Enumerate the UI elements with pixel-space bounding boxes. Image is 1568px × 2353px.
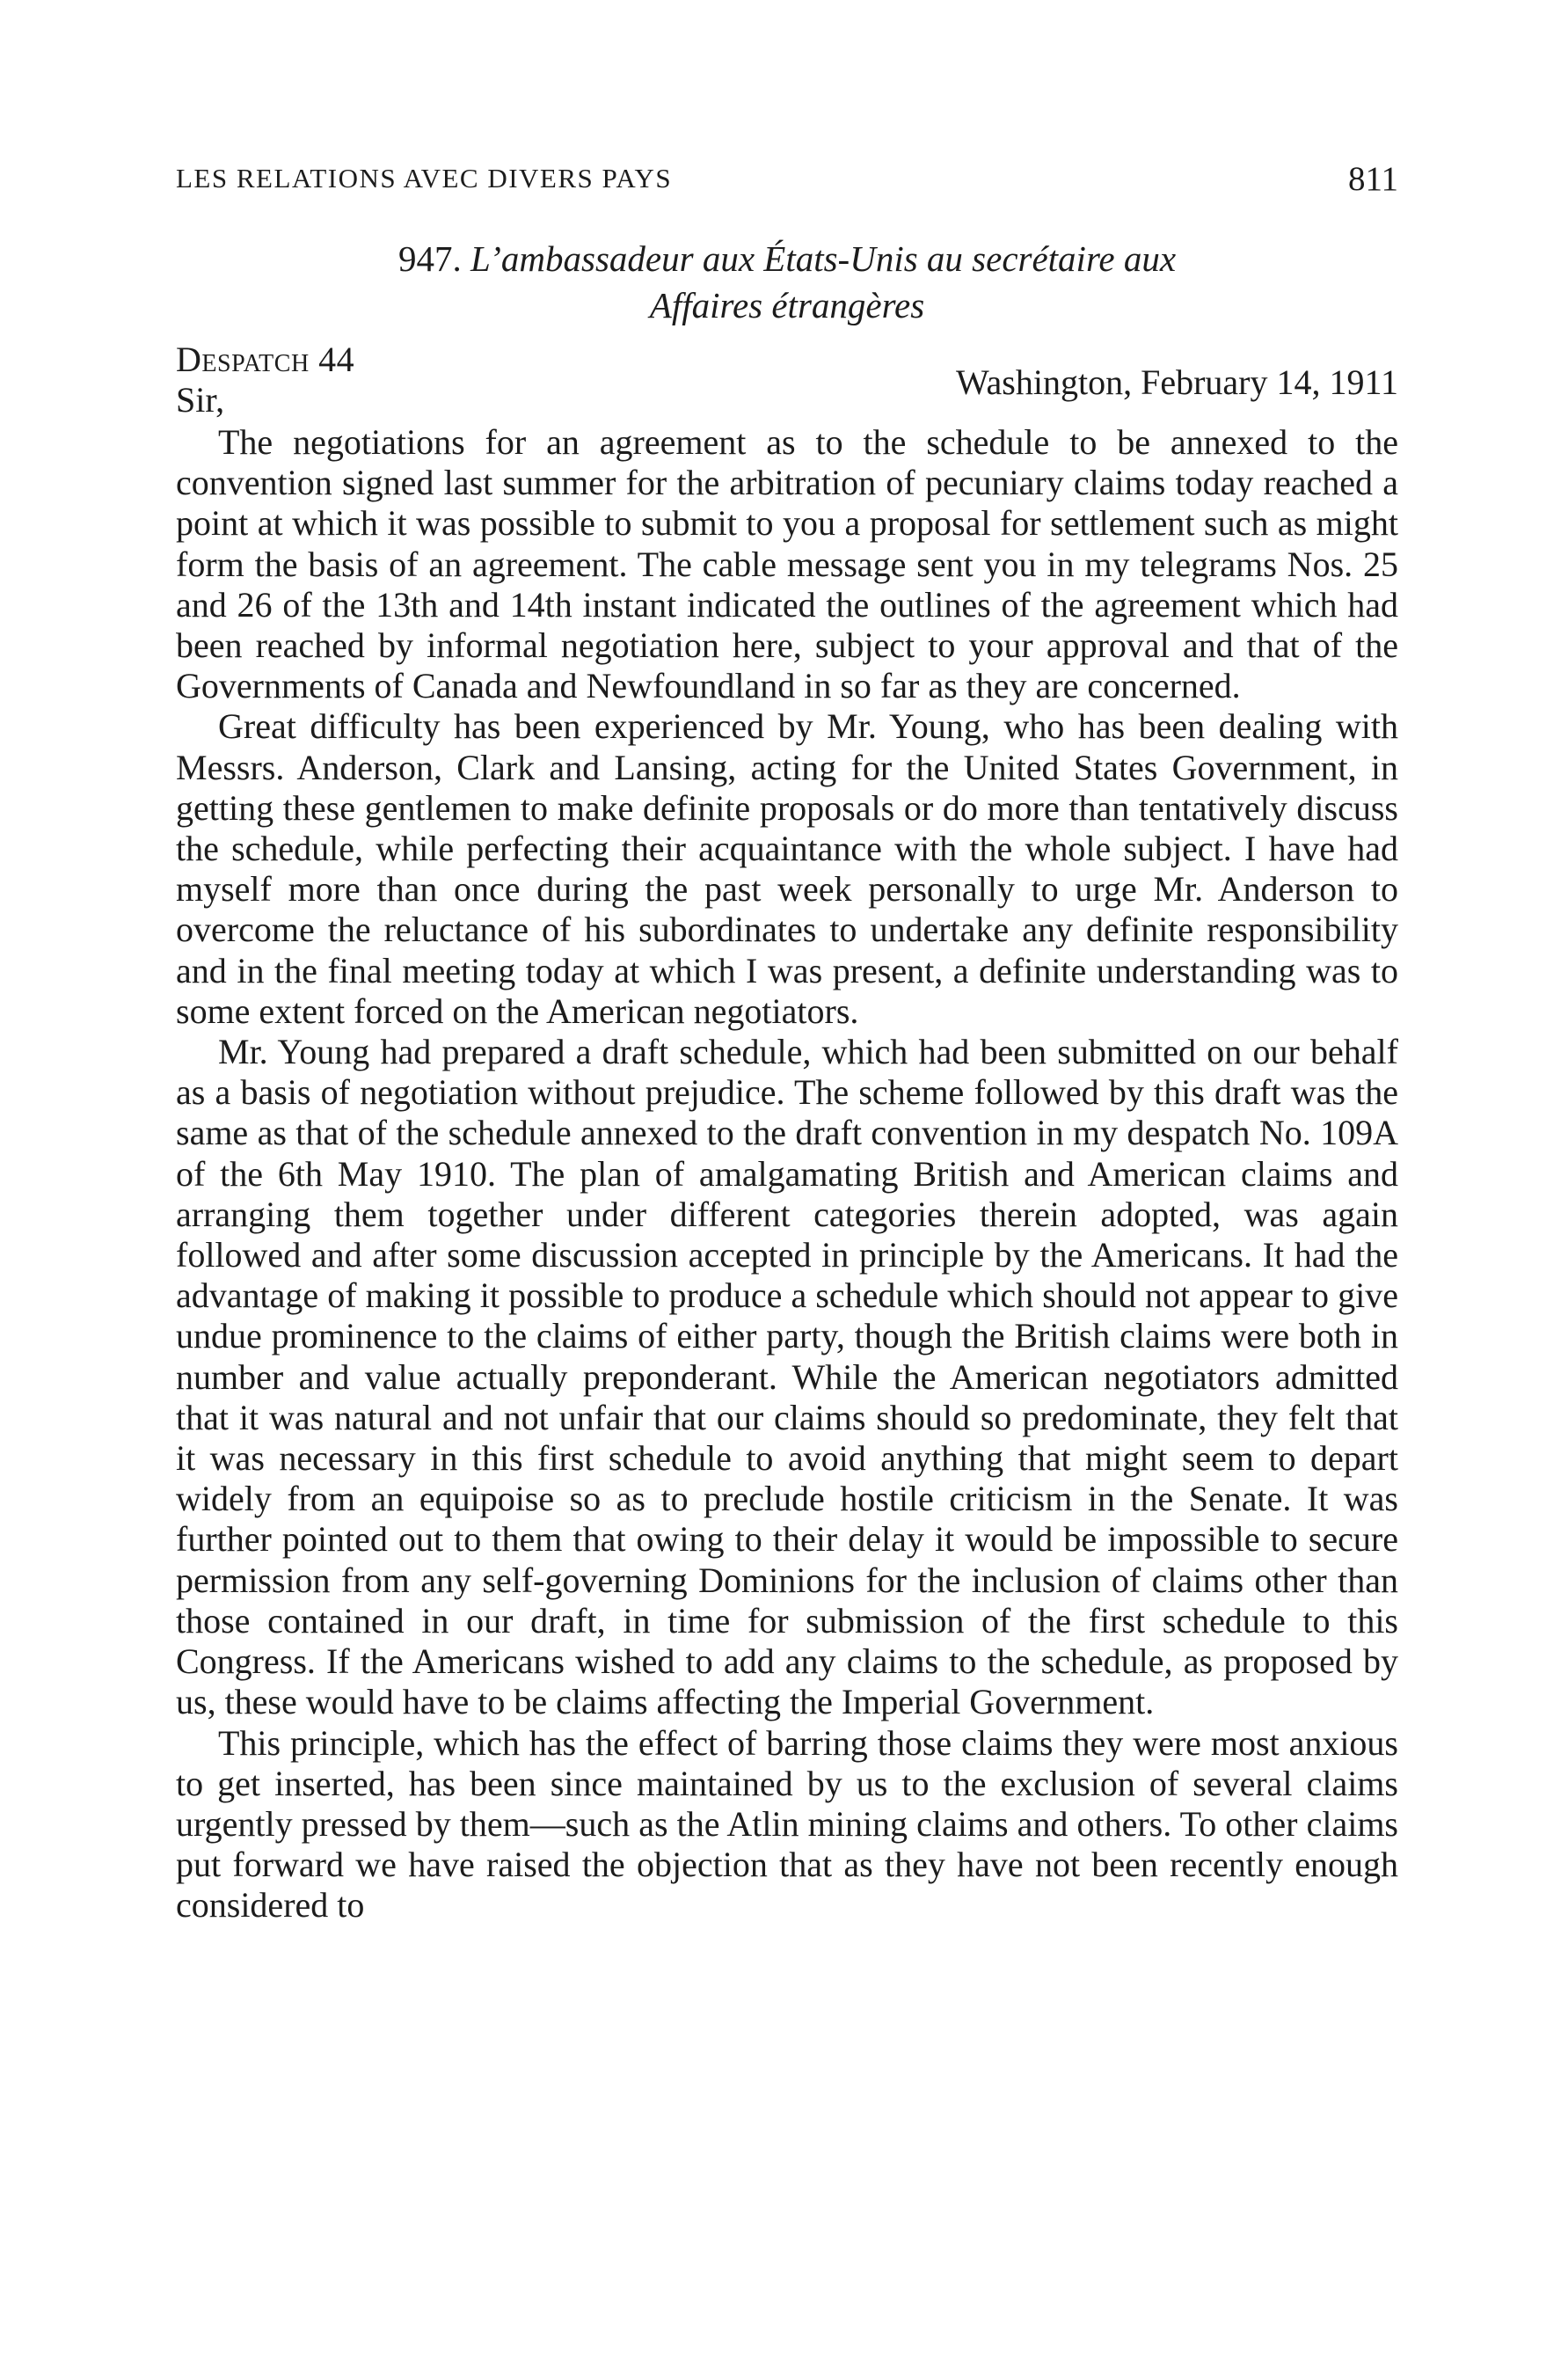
salutation: Sir, — [176, 380, 225, 420]
despatch-number: Despatch 44 — [176, 340, 355, 379]
document-number: 947. — [397, 238, 462, 279]
paragraph: The negotiations for an agreement as to the schedule to be annexed to the convention signed last summer for the arbitration of pecuniary claims today reached a point at which it was possible to submit to you a proposal for settlement such as might form the basis of an agreement. The cable message sent you in my telegrams Nos. 25 and 26 of the 13th and 14th instant indicated the outlines of the agreement which had been reached by informal negotiation here, subject to your approval and that of the Governments of Canada and Newfoundland in so far as they are concerned. — [176, 422, 1398, 706]
page-number: 811 — [1347, 160, 1398, 198]
dateline: Washington, February 14, 1911 — [955, 362, 1398, 402]
document-page — [176, 0, 1398, 2353]
running-head-section: LES RELATIONS AVEC DIVERS PAYS — [176, 163, 673, 194]
paragraph: This principle, which has the effect of barring those claims they were most anxious to get inserted, has been since maintained by us to the exclusion of several claims urgently pressed by them—such as the Atlin mining claims and others. To other claims put forward we have raised the objection that as they have not been recently enough considered to — [176, 1722, 1398, 1926]
paragraph: Mr. Young had prepared a draft schedule, which had been submitted on our behalf as a basis of negotiation without prejudice. The scheme followed by this draft was the same as that of the schedule annexed to the draft convention in my despatch No. 109A of the 6th May 1910. The plan of amalgamating British and American claims and arranging them together under different categories therein adopted, was again followed and after some discussion accepted in principle by the Americans. It had the advantage of making it possible to produce a schedule which should not appear to give undue prominence to the claims of either party, though the British claims were both in number and value actually preponderant. While the American negotiators admitted that it was natural and not unfair that our claims should so predominate, they felt that it was necessary in this first schedule to avoid anything that might seem to depart widely from an equipoise so as to preclude hostile criticism in the Senate. It was further pointed out to them that owing to their delay it would be impossible to secure permission from any self-governing Dominions for the inclusion of claims other than those contained in our draft, in time for submission of the first schedule to this Congress. If the Americans wished to add any claims to the schedule, as proposed by us, these would have to be claims affecting the Imperial Government. — [176, 1032, 1398, 1722]
document-title-line1: L’ambassadeur aux États-Unis au secrétaire aux — [470, 238, 1177, 279]
running-head — [176, 160, 1398, 198]
document-title-line2: Affaires étrangères — [649, 285, 925, 325]
letter-body — [176, 422, 1398, 1926]
document-heading — [176, 236, 1398, 329]
paragraph: Great difficulty has been experienced by Mr. Young, who has been dealing with Messrs. Anderson, Clark and Lansing, acting for the United States Government, in getting these gentlemen to make definite proposals or do more than tentatively discuss the schedule, while perfecting their acquaintance with the whole subject. I have had myself more than once during the past week personally to urge Mr. Anderson to overcome the reluctance of his subordinates to undertake any definite responsibility and in the final meeting today at which I was present, a definite understanding was to some extent forced on the American negotiators. — [176, 706, 1398, 1031]
